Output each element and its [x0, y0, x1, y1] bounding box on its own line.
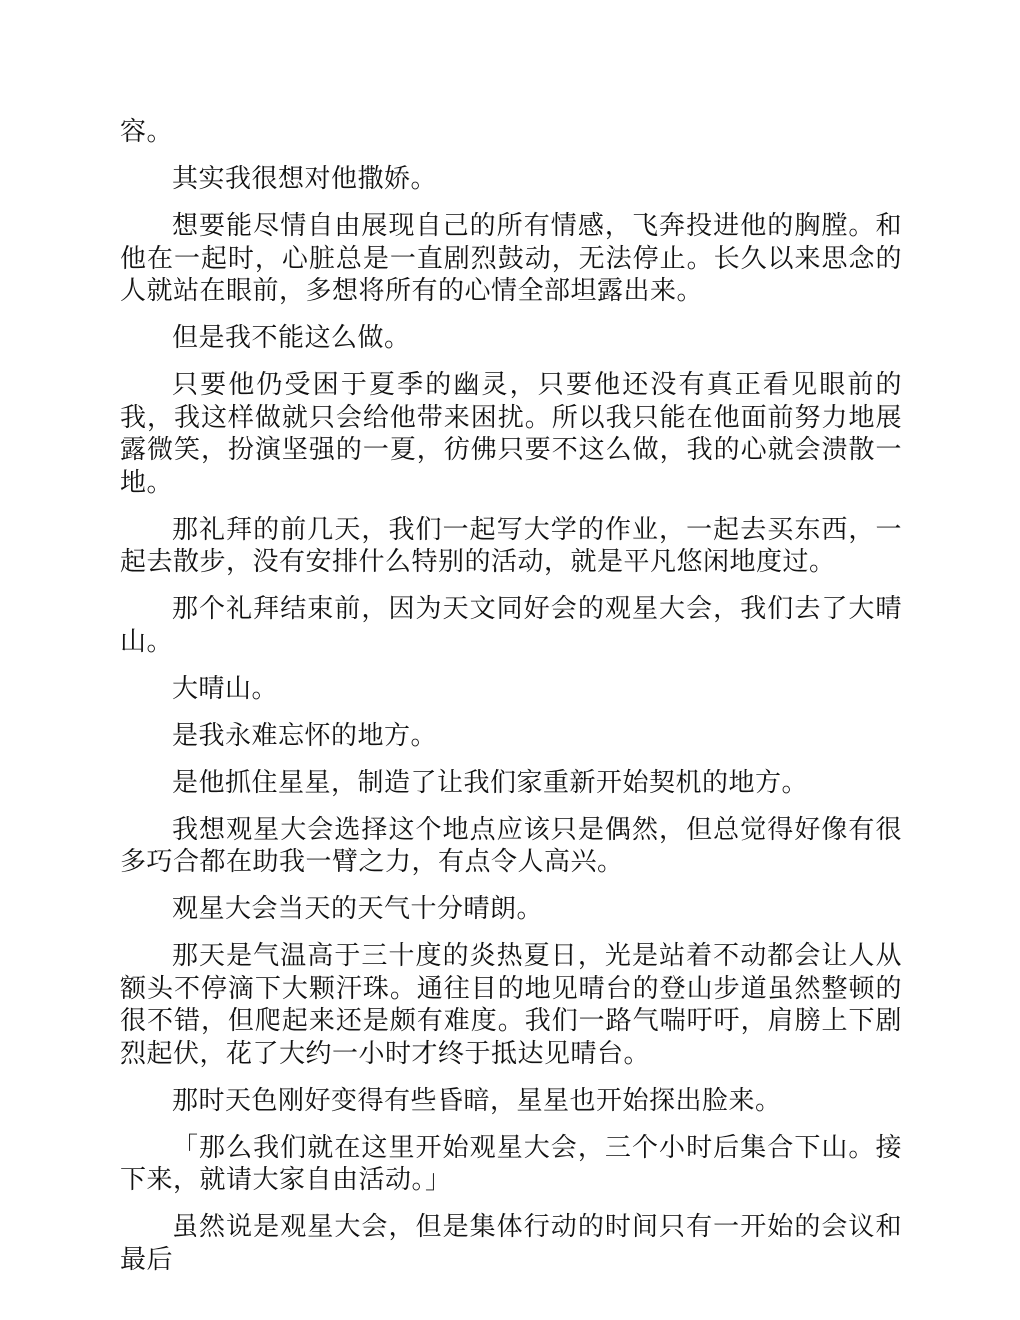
paragraph: 想要能尽情自由展现自己的所有情感，飞奔投进他的胸膛。和他在一起时，心脏总是一直剧烈鼓动，无法停止。长久以来思念的人就站在眼前，多想将所有的心情全部坦露出来。 — [120, 211, 902, 306]
paragraph: 那时天色刚好变得有些昏暗，星星也开始探出脸来。 — [172, 1085, 782, 1116]
document-body — [120, 116, 902, 1291]
paragraph: 容。 — [120, 117, 174, 147]
paragraph: 观星大会当天的天气十分晴朗。 — [172, 894, 544, 924]
paragraph: 「那么我们就在这里开始观星大会，三个小时后集合下山。接下来，就请大家自由活动。」 — [120, 1132, 902, 1195]
paragraph: 是我永难忘怀的地方。 — [172, 720, 438, 751]
paragraph: 大晴山。 — [172, 673, 279, 704]
paragraph: 虽然说是观星大会，但是集体行动的时间只有一开始的会议和最后 — [120, 1212, 902, 1275]
paragraph: 我想观星大会选择这个地点应该只是偶然，但总觉得好像有很多巧合都在助我一臂之力，有点令人高兴。 — [120, 814, 902, 877]
paragraph: 只要他仍受困于夏季的幽灵，只要他还没有真正看见眼前的我，我这样做就只会给他带来困扰。所以我只能在他面前努力地展露微笑，扮演坚强的一夏，彷佛只要不这么做，我的心就会溃散一地。 — [120, 370, 902, 498]
paragraph: 那个礼拜结束前，因为天文同好会的观星大会，我们去了大晴山。 — [120, 594, 902, 657]
paragraph: 但是我不能这么做。 — [172, 323, 411, 353]
paragraph: 其实我很想对他撒娇。 — [172, 164, 438, 194]
paragraph: 那天是气温高于三十度的炎热夏日，光是站着不动都会让人从额头不停滴下大颗汗珠。通往目的地见晴台的登山步道虽然整顿的很不错，但爬起来还是颇有难度。我们一路气喘吁吁，肩膀上下剧烈起伏，花了大约一小时才终于抵达见晴台。 — [120, 941, 902, 1069]
paragraph: 那礼拜的前几天，我们一起写大学的作业，一起去买东西，一起去散步，没有安排什么特别的活动，就是平凡悠闲地度过。 — [120, 514, 902, 577]
paragraph: 是他抓住星星，制造了让我们家重新开始契机的地方。 — [172, 767, 809, 798]
